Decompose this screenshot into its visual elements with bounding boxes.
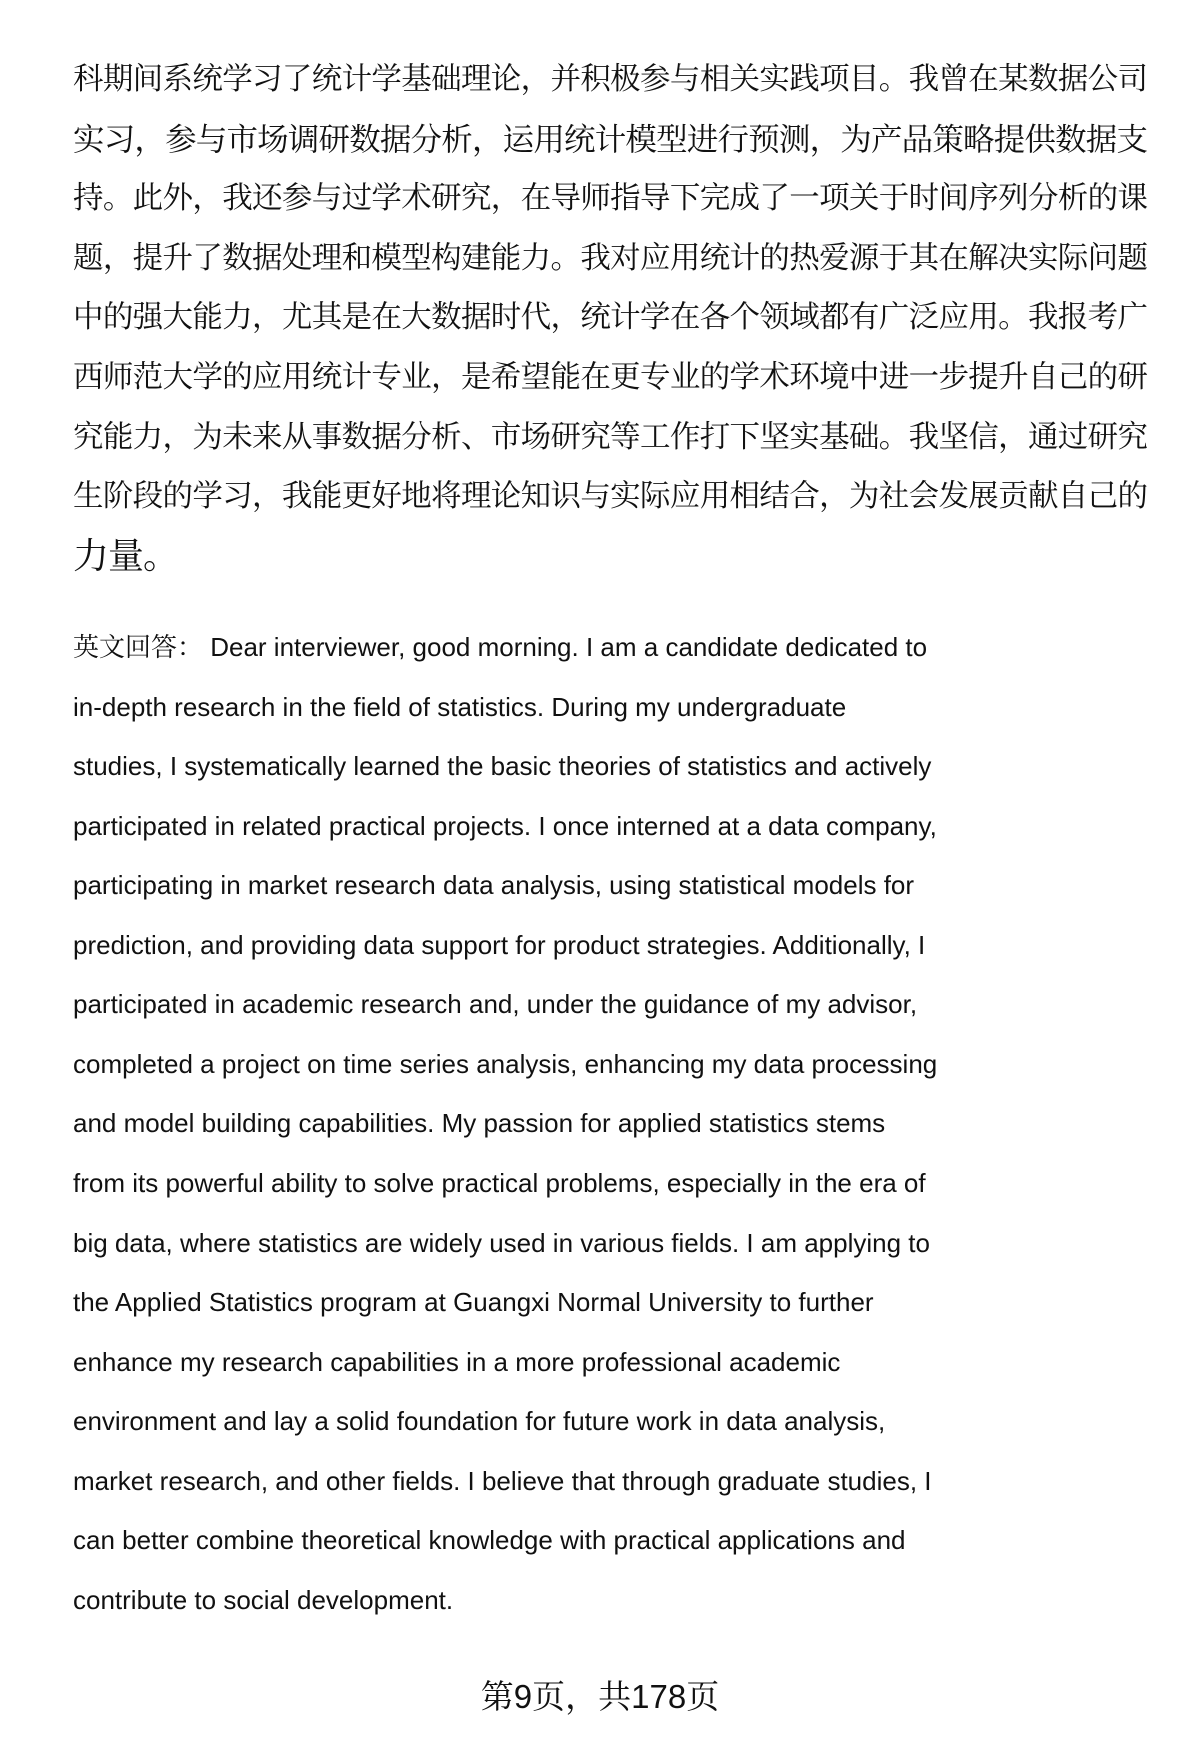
text-line: and model building capabilities. My passion for applied statistics stems: [73, 1108, 886, 1139]
text-line: 持。此外，我还参与过学术研究，在导师指导下完成了一项关于时间序列分析的课: [73, 181, 1147, 217]
text-line: 西师范大学的应用统计专业，是希望能在更专业的学术环境中进一步提升自己的研: [73, 360, 1147, 395]
text-line: 力量。: [73, 535, 179, 577]
text-line: can better combine theoretical knowledge with practical applications and: [73, 1525, 906, 1556]
text-line: participating in market research data analysis, using statistical models for: [73, 870, 915, 901]
text-line: 中的强大能力，尤其是在大数据时代，统计学在各个领域都有广泛应用。我报考广: [73, 300, 1147, 336]
text-line: 究能力，为未来从事数据分析、市场研究等工作打下坚实基础。我坚信，通过研究: [73, 419, 1147, 455]
text-line: participated in academic research and, under the guidance of my advisor,: [73, 989, 918, 1020]
text-line: from its powerful ability to solve practical problems, especially in the era of: [73, 1167, 926, 1198]
text-line: in-depth research in the field of statistics. During my undergraduate: [73, 691, 847, 722]
text-line: big data, where statistics are widely used in various fields. I am applying to: [73, 1227, 930, 1258]
text-line: enhance my research capabilities in a more professional academic: [73, 1346, 841, 1377]
text-line: the Applied Statistics program at Guangxi Normal University to further: [73, 1287, 874, 1318]
text-line: environment and lay a solid foundation for future work in data analysis,: [73, 1406, 886, 1437]
text-line: 生阶段的学习，我能更好地将理论知识与实际应用相结合，为社会发展贡献自己的: [73, 479, 1147, 515]
text-line: 科期间系统学习了统计学基础理论，并积极参与相关实践项目。我曾在某数据公司: [73, 62, 1147, 97]
text-line: studies, I systematically learned the basic theories of statistics and actively: [73, 751, 932, 782]
text-line: completed a project on time series analysis, enhancing my data processing: [73, 1048, 938, 1079]
text-line: contribute to social development.: [73, 1584, 454, 1615]
text-line: 实习，参与市场调研数据分析，运用统计模型进行预测，为产品策略提供数据支: [73, 121, 1147, 158]
text-line: 题，提升了数据处理和模型构建能力。我对应用统计的热爱源于其在解决实际问题: [73, 240, 1147, 276]
text-line: prediction, and providing data support for product strategies. Additionally, I: [73, 929, 926, 960]
text-line: market research, and other fields. I believe that through graduate studies, I: [73, 1465, 932, 1496]
text-line: participated in related practical projects. I once interned at a data company,: [73, 810, 937, 841]
page-indicator: 第9页，共178页: [480, 1678, 720, 1715]
text-line: 英文回答： Dear interviewer, good morning. I am a candidate dedicated to: [73, 632, 928, 662]
